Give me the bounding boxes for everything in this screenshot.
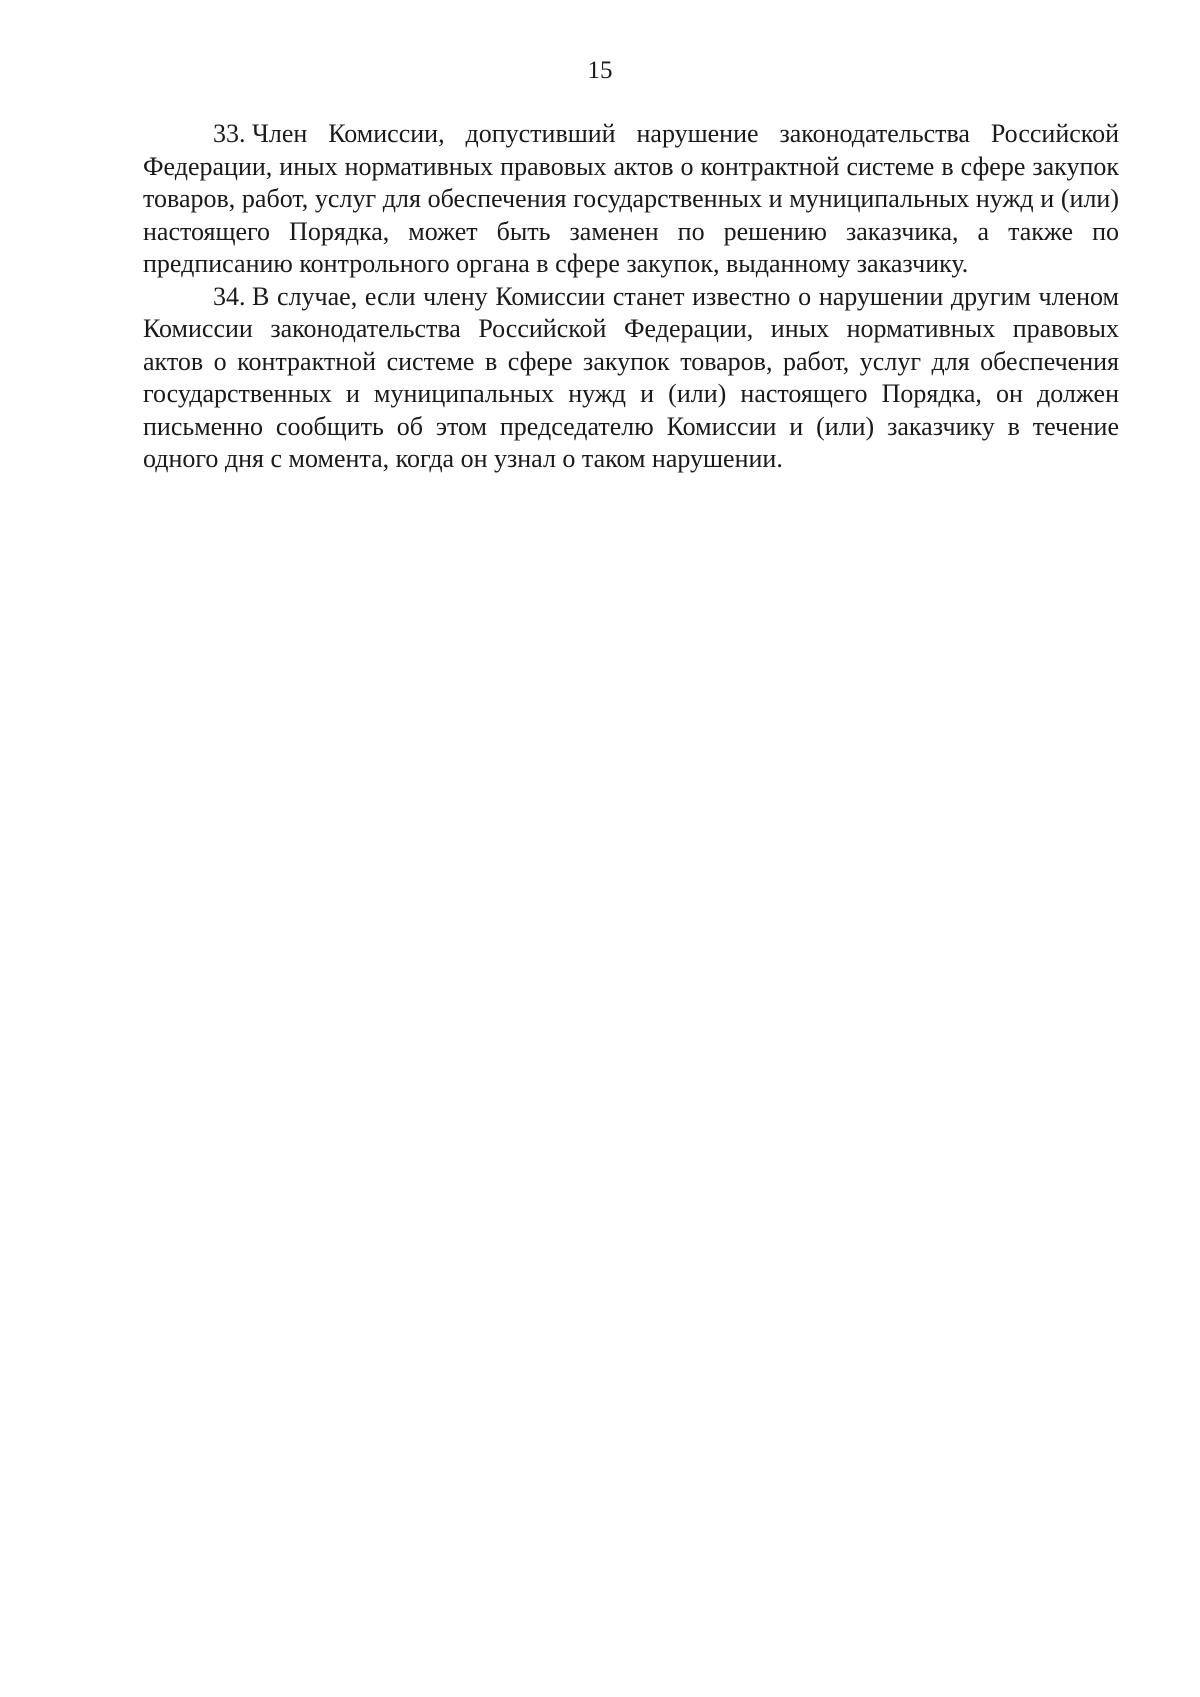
paragraph-text: В случае, если члену Комиссии станет известно о нарушении другим членом Комиссии законодательства Российской Федерации, иных нормативных правовых актов о контрактной системе в сфере закупок товаров, работ, услуг для обеспечения государственных и муниципальных нужд и (или) настоящего Порядка, он должен письменно сообщить об этом председателю Комиссии и (или) заказчику в течение одного дня с момента, когда он узнал о таком нарушении. (143, 281, 1119, 473)
paragraph-number: 34. (213, 281, 246, 311)
paragraph-text: Член Комиссии, допустивший нарушение законодательства Российской Федерации, иных нормативных правовых актов о контрактной системе в сфере закупок товаров, работ, услуг для обеспечения государственных и муниципальных нужд и (или) настоящего Порядка, может быть заменен по решению заказчика, а также по предписанию контрольного органа в сфере закупок, выданному заказчику. (143, 119, 1119, 278)
document-body (143, 118, 1119, 476)
paragraph-number: 33. (213, 119, 246, 148)
page-number: 15 (587, 57, 613, 84)
paragraph-34 (143, 281, 1119, 476)
paragraph-33 (143, 118, 1119, 281)
